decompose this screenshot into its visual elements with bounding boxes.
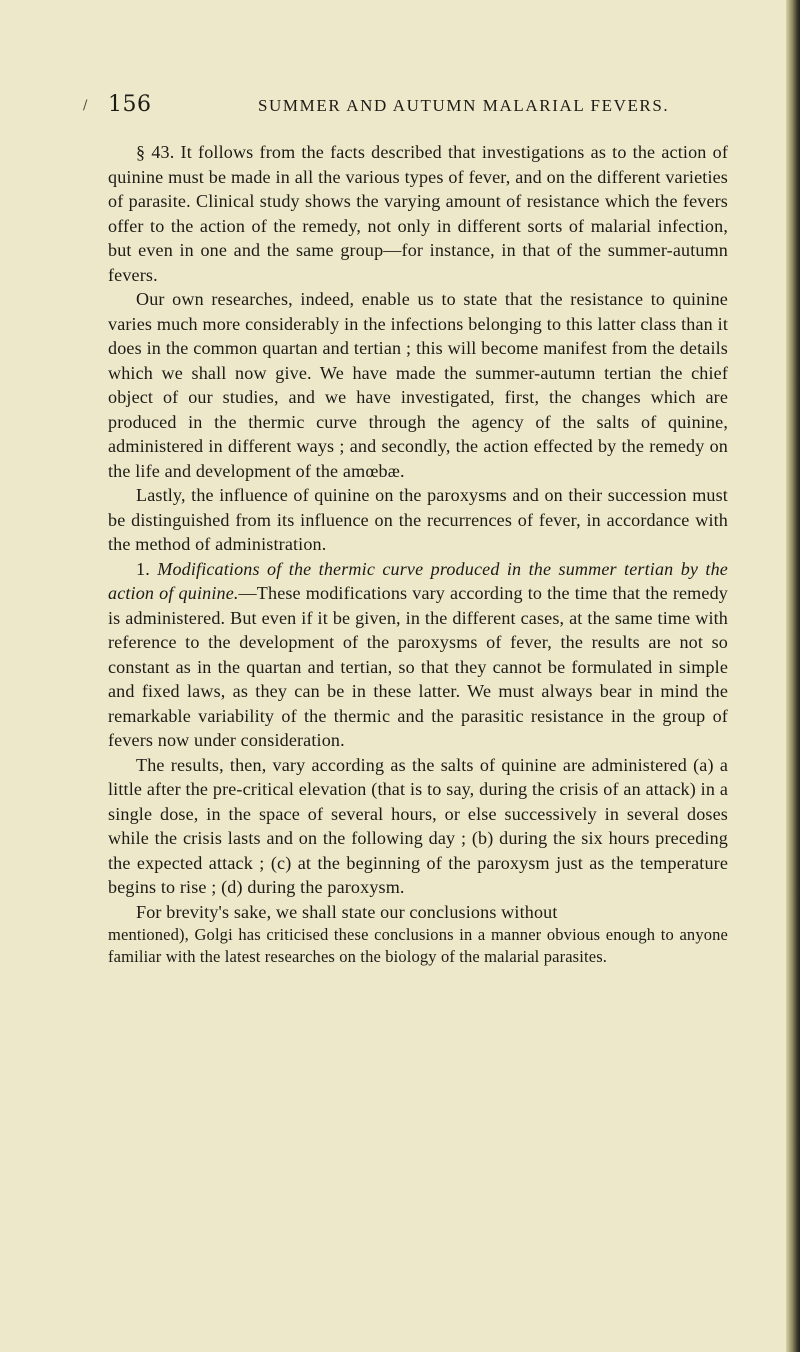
margin-mark: /	[83, 98, 88, 113]
paragraph-lastly: Lastly, the influence of quinine on the paroxysms and on their succession must be distinguished from its influence on the recurrences of fever, in accordance with the method of administration.	[108, 485, 728, 554]
body-text	[108, 140, 728, 968]
footnote: mentioned), Golgi has criticised these conclusions in a manner obvious enough to anyone familiar with the latest researches on the biology of the malarial parasites.	[108, 925, 728, 966]
paragraph-modifications	[108, 557, 728, 753]
paragraph-section-43: § 43. It follows from the facts described that investigations as to the action of quinine must be made in all the various types of fever, and on the different varieties of parasite. Clinical study shows the varying amount of resistance which the fevers offer to the action of the remedy, not only in different sorts of malarial infection, but even in one and the same group—for instance, in that of the summer-autumn fevers.	[108, 142, 728, 285]
paragraph-brevity: For brevity's sake, we shall state our conclusions without	[136, 901, 558, 922]
section-heading: Modifications of the thermic curve produced in the summer tertian by the action of quinine.	[108, 558, 728, 603]
section-number: 1.	[136, 558, 150, 579]
running-head: SUMMER AND AUTUMN MALARIAL FEVERS.	[258, 96, 670, 115]
paragraph-researches: Our own researches, indeed, enable us to state that the resistance to quinine varies much more considerably in the infections belonging to this latter class than it does in the common quartan and tertian ; this will become manifest from the details which we shall now give. We have made the summer-autumn tertian the chief object of our studies, and we have investigated, first, the changes which are produced in the thermic curve through the agency of the salts of quinine, administered in different ways ; and secondly, the action effected by the remedy on the life and development of the amœbæ.	[108, 289, 728, 481]
page-edge-shadow	[786, 0, 800, 1352]
section-text: —These modifications vary according to the time that the remedy is administered. But even if it be given, in the different cases, at the same time with reference to the development of the paroxysms of fever, the results are not so constant as in the quartan and tertian, so that they cannot be formulated in simple and fixed laws, as they can be in these latter. We must always bear in mind the remarkable variability of the thermic and the parasitic resistance in the group of fevers now under consideration.	[108, 583, 728, 750]
page-number: 156	[108, 92, 152, 117]
page-header	[83, 92, 730, 122]
paragraph-results: The results, then, vary according as the salts of quinine are administered (a) a little after the pre-critical elevation (that is to say, during the crisis of an attack) in a single dose, in the space of several hours, or else successively in several doses while the crisis lasts and on the following day ; (b) during the six hours preceding the expected attack ; (c) at the beginning of the paroxysm just as the temperature begins to rise ; (d) during the paroxysm.	[108, 754, 728, 897]
